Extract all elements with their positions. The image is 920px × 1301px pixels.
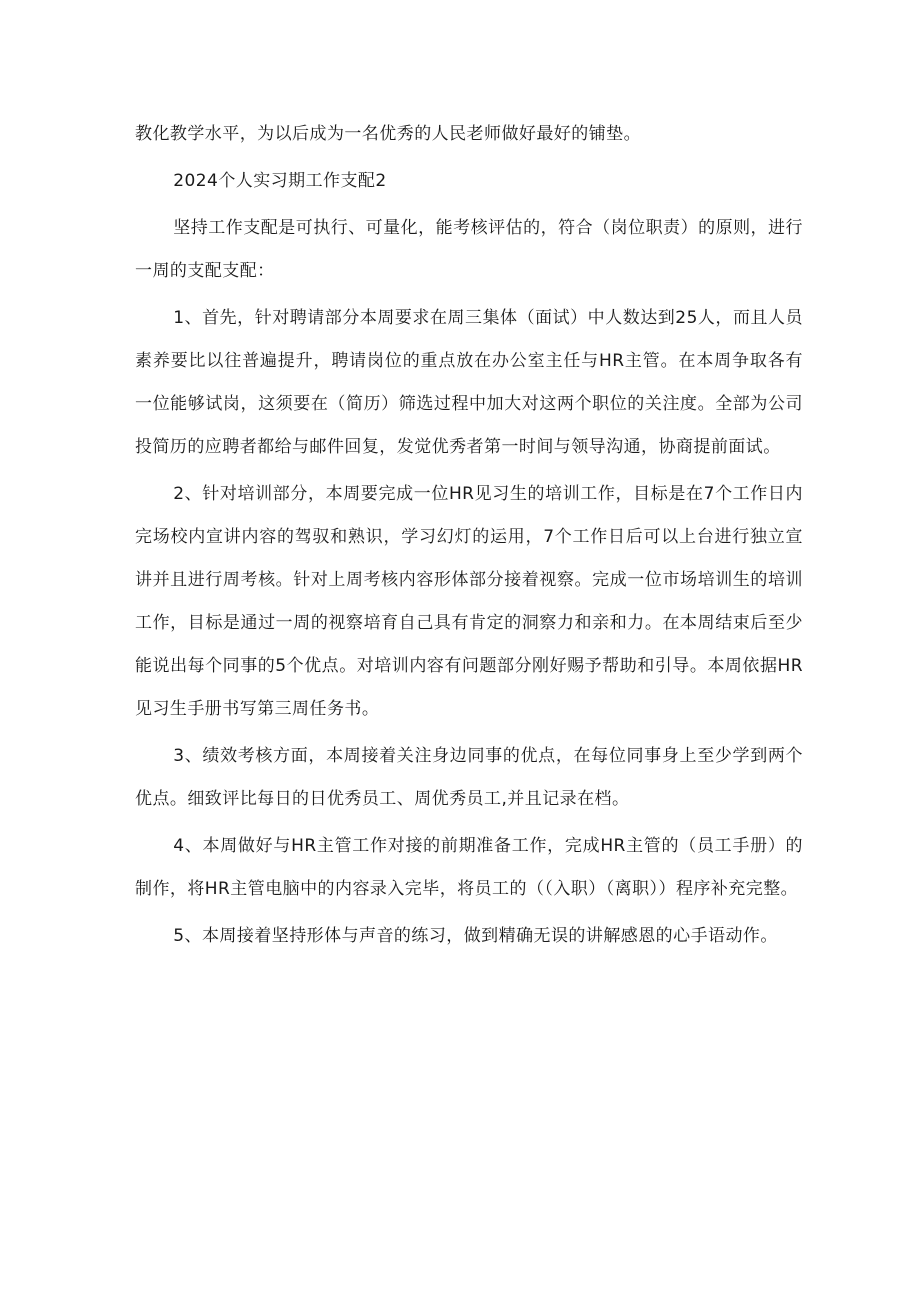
paragraph-item-3: 3、绩效考核方面，本周接着关注身边同事的优点，在每位同事身上至少学到两个优点。细致评比每日的日优秀员工、周优秀员工,并且记录在档。 <box>135 746 803 809</box>
paragraph-continuation: 教化教学水平，为以后成为一名优秀的人民老师做好最好的铺垫。 <box>135 124 642 144</box>
paragraph-item-2: 2、针对培训部分，本周要完成一位HR见习生的培训工作，目标是在7个工作日内完场校内宣讲内容的驾驭和熟识，学习幻灯的运用，7个工作日后可以上台进行独立宣讲并且进行周考核。针对上周考核内容形体部分接着视察。完成一位市场培训生的培训工作，目标是通过一周的视察培育自己具有肯定的洞察力和亲和力。在本周结束后至少能说出每个同事的5个优点。对培训内容有问题部分刚好赐予帮助和引导。本周依据HR见习生手册书写第三周任务书。 <box>135 484 803 719</box>
paragraph-item-1: 1、首先，针对聘请部分本周要求在周三集体（面试）中人数达到25人，而且人员素养要比以往普遍提升，聘请岗位的重点放在办公室主任与HR主管。在本周争取各有一位能够试岗，这须要在（简历）筛选过程中加大对这两个职位的关注度。全部为公司投简历的应聘者都给与邮件回复，发觉优秀者第一时间与领导沟通，协商提前面试。 <box>135 308 803 457</box>
section-heading: 2024个人实习期工作支配2 <box>173 171 387 191</box>
paragraph-item-4: 4、本周做好与HR主管工作对接的前期准备工作，完成HR主管的（员工手册）的制作，将HR主管电脑中的内容录入完毕，将员工的（（入职）（离职））程序补充完整。 <box>135 836 803 899</box>
paragraph-intro: 坚持工作支配是可执行、可量化，能考核评估的，符合（岗位职责）的原则，进行一周的支配支配： <box>135 218 803 281</box>
document-body <box>135 113 803 958</box>
paragraph-item-5: 5、本周接着坚持形体与声音的练习，做到精确无误的讲解感恩的心手语动作。 <box>173 926 778 946</box>
